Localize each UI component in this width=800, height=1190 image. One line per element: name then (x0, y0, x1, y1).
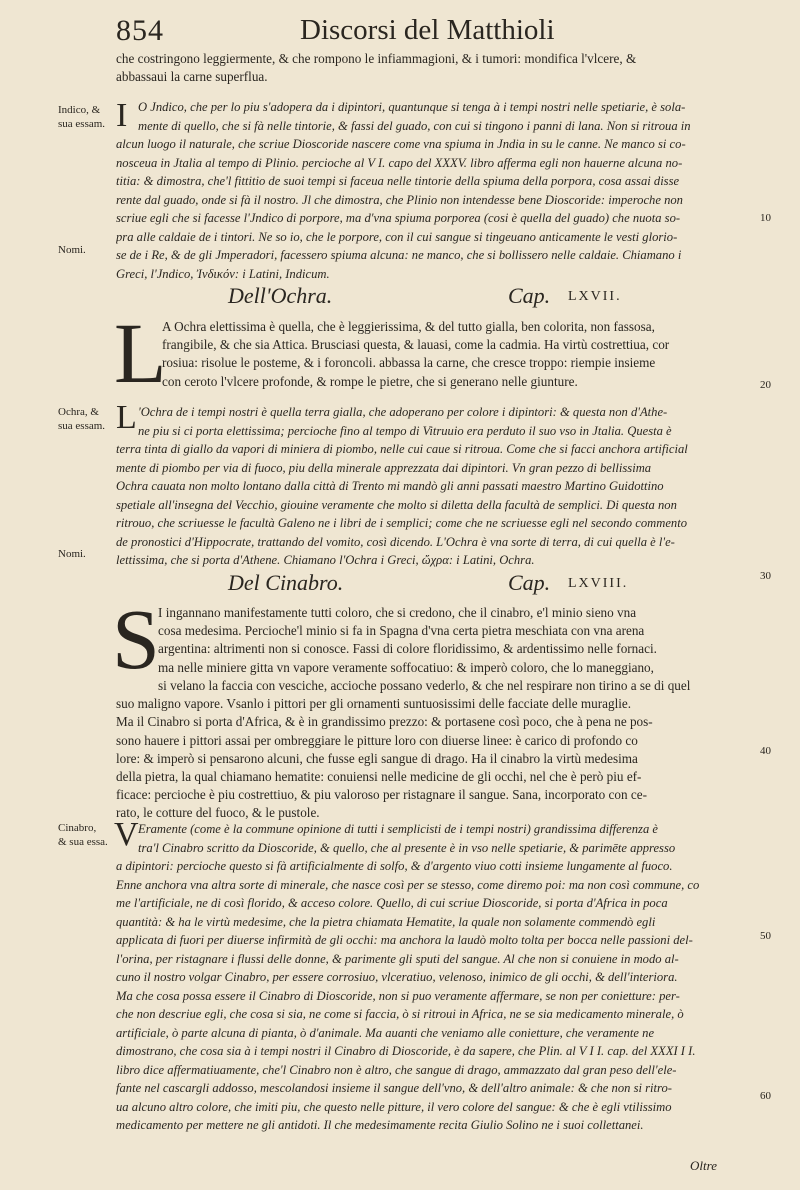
margin-note-ochra: Ochra, & sua essam. (58, 406, 106, 432)
margin-note-nomi: Nomi. (58, 548, 86, 560)
chapter-heading-cinabro (116, 570, 758, 600)
chapter-title: Del Cinabro. (228, 570, 344, 595)
text-line: A Ochra elettissima è quella, che è leggierissima, & del tutto gialla, ben colorita, non fassosa, (162, 319, 655, 334)
text-line: suo maligno vapore. Vsanlo i pittori per gli ornamenti suntuosissimi delle facciate delle muraglie. (116, 696, 632, 712)
text-line: nosceua in Jtalia al tempo di Plinio. percioche al V I. capo del XXXV. libro afferma egli non hauerne alcuna no- (116, 155, 683, 170)
text-line: scriue egli che si facesse l'Jndico di porpore, ma d'vna spiuma porporea (cosi è quella del guado) che nuota so- (116, 211, 681, 225)
text-line: mente di piombo per via di fuoco, piu della minerale apprezzata dai dipintori. Vn gran pezzo di bellissima (116, 460, 652, 475)
text-line: artificiale, ò parte alcuna di pianta, ò d'animale. Ma auanti che veniamo alle conietture, che veramente ne (116, 1025, 655, 1040)
drop-cap-cinabro-discorso: V (114, 816, 139, 853)
text-line: ritrouo, che scriuesse le facultà Galeno ne i libri de i semplici; come che ne scriuesse egli nel secondo commento (116, 516, 688, 530)
text-line: che non descriue egli, che cosa si sia, ne come si faccia, ò si ritroui in Africa, ne se sia medicamento minerale, ò (116, 1007, 684, 1021)
margin-note-cinabro: Cinabro, & sua essa. (58, 822, 108, 848)
text-line: ma nelle miniere gitta vn vapore veramente soffocatiuo: & imperò coloro, che lo maneggiano, (158, 659, 654, 675)
text-line: cosa medesima. Percioche'l minio si fa in Spagna d'vna certa pietra meschiata con vna arena (158, 623, 645, 639)
text-line: della pietra, la qual chiamano hematite: conuiensi nelle medicine de gli occhi, nel che è però piu ef- (116, 768, 642, 784)
chapter-number: LXVIII. (568, 576, 629, 591)
text-line: lettissima, che si porta d'Athene. Chiamano l'Ochra i Greci, ὤχρα: i Latini, Ochra. (116, 553, 535, 567)
text-line: ne piu si ci porta elettissima; percioche fino al tempo di Vitruuio era perduto il suo vso in Jtalia. Questa è (138, 423, 672, 438)
text-line: ua alcuno altro colore, che imiti piu, che questo nelle pitture, il vero colore del sangue: & che è egli vtilissimo (116, 1099, 672, 1114)
drop-cap-indico: I (116, 97, 128, 134)
text-line: I ingannano manifestamente tutti coloro, che si credono, che il cinabro, e'l minio sieno vna (158, 605, 637, 620)
line-number: 10 (760, 212, 771, 224)
cinabro-dioscoride-paragraph (116, 604, 758, 823)
drop-cap-ochra: L (114, 305, 167, 401)
indico-paragraph (116, 98, 758, 283)
text-line: terra tinta di giallo da vapori di miniera di piombo, nelle cui caue si ritroua. Come che si facci anchora artificial (116, 442, 688, 456)
text-line: Eramente (come è la commune opinione di tutti i semplicisti de i tempi nostri) grandissima differenza è (138, 822, 658, 836)
intro-text (116, 50, 758, 86)
text-line: che costringono leggiermente, & che rompono le infiammagioni, & i tumori: mondifica l'vlcere, & (116, 51, 637, 66)
drop-cap-cinabro: S (112, 591, 160, 687)
text-line: dimostrano, che cosa sia à i tempi nostri il Cinabro di Dioscoride, è da sapere, che Plin. al V I I. cap. del XXXI I I. (116, 1044, 696, 1058)
margin-note-nomi: Nomi. (58, 244, 86, 256)
text-line: alcun luogo il naturale, che scriue Dioscoride nascere come vna spiuma in Jndia in su le canne. Ne manco si co- (116, 137, 686, 151)
text-line: abbassaui la carne superflua. (116, 69, 268, 85)
catchword: Oltre (690, 1158, 717, 1173)
text-line: quantità: & ha le virtù medesime, che la pietra chiamata Hematite, la quale non solamente commendò egli (116, 914, 656, 929)
cinabro-discorso-paragraph (114, 816, 758, 1135)
running-title: Discorsi del Matthioli (300, 14, 555, 46)
text-line: Ma il Cinabro si porta d'Africa, & è in grandissimo prezzo: & portasene così poco, che à pena ne pos- (116, 714, 653, 730)
line-number: 20 (760, 379, 771, 391)
line-number: 40 (760, 745, 771, 757)
chapter-heading-ochra (116, 283, 758, 313)
text-line: sono hauere i pittori assai per ombreggiare le pitture loro con diuerse linee: è carico di profondo co (116, 732, 638, 748)
text-line: O Jndico, che per lo piu s'adopera da i dipintori, quantunque si tenga à i tempi nostri nelle spetiarie, è sola- (138, 100, 686, 114)
text-line: titia: & dimostra, che'l fittitio de suoi tempi si faceua nelle tintorie della spiuma della porpora, cosa assai disse (116, 174, 680, 188)
margin-note-indico: Indico, & sua essam. (58, 104, 106, 130)
text-line: Ma che cosa possa essere il Cinabro di Dioscoride, non si puo veramente affermare, se non per conietture: per- (116, 988, 680, 1003)
line-number: 50 (760, 930, 771, 942)
text-line: rente dal guado, onde si fà il nostro. Jl che dimostra, che Plinio non intendesse bene Dioscoride: imperoche non (116, 192, 683, 207)
text-line: pra alle caldaie de i tintori. Ne so io, che le porpore, con il cui sangue si tingeuano anticamente le vesti glorio- (116, 229, 678, 244)
text-line: me l'artificiale, ne di così florido, & acceso colore. Quello, di cui scriue Dioscoride, si porta d'Africa in poca (116, 896, 668, 910)
text-line: rato, le cotture del fuoco, & le pustole. (116, 805, 320, 821)
drop-cap-ochra-discorso: L (116, 399, 137, 436)
text-line: se de i Re, & de gli Jmperadori, facessero spiuma alcuna: ne manco, che si bollissero nelle caldaie. Chiamano i (116, 248, 682, 262)
text-line: mente di quello, che si fà nelle tintorie, & fassi del guado, con cui si tingono i panni di lana. Non si ritroua in (138, 118, 691, 133)
text-line: spetiale all'insegna del Vecchio, giouine veramente che molto si diletta della facultà de semplici. Di questa non (116, 497, 677, 512)
page-number: 854 (116, 14, 164, 47)
text-line: applicata di fuori per diuerse infirmità de gli occhi: ma anchora la laudò molto tolta per bocca nelle passioni del- (116, 933, 693, 947)
text-line: Ochra cauata non molto lontano dalla città di Trento mi mandò gli anni passati maestro Martino Guidottino (116, 479, 664, 493)
line-number: 30 (760, 570, 771, 582)
text-line: a dipintori: percioche questo si fà artificialmente di solfo, & d'argento viuo cotti insieme lungamente al fuoco. (116, 859, 673, 873)
text-line: con ceroto l'vlcere profonde, & rompe le pietre, che si generano nelle giunture. (162, 373, 578, 389)
text-line: Enne anchora vna altra sorte di minerale, che nasce così per se stesso, come diremo poi: ma non così commune, co (116, 877, 700, 892)
text-line: de pronostici d'Hippocrate, trattando del vomito, così dicendo. L'Ochra è vna sorte di terra, di cui quella è l'e- (116, 534, 675, 549)
chapter-cap-label: Cap. (508, 570, 551, 595)
chapter-cap-label: Cap. (508, 283, 551, 308)
text-line: fante nel cascargli addosso, mescolandosi insieme il sangue dell'vno, & dell'altro animale: & che non si ritro- (116, 1081, 672, 1095)
text-line: ficace: percioche è piu costrettiuo, & piu valoroso per ristagnare il sangue. Sana, incorporato con ce- (116, 787, 647, 803)
text-line: medicamento per mettere ne gli antidoti. Il che medesimamente recita Giulio Solino ne i suoi collettanei. (116, 1118, 644, 1132)
text-line: libro dice affermatiuamente, che'l Cinabro non è altro, che sangue di drago, ammazzato dal gran peso dell'ele- (116, 1062, 677, 1077)
ochra-discorso-paragraph (116, 399, 758, 570)
text-line: lore: & imperò si pensarono alcuni, che fusse egli sangue di drago. Ha il cinabro la virtù medesima (116, 750, 638, 766)
ochra-dioscoride-paragraph (162, 318, 758, 391)
text-line: 'Ochra de i tempi nostri è quella terra gialla, che adoperano per colore i dipintori: & questa non d'Athe- (138, 405, 668, 419)
line-number: 60 (760, 1090, 771, 1102)
text-line: frangibile, & che sia Attica. Brusciasi questa, & lauasi, come la cadmia. Ha virtù costrettiua, cor (162, 337, 670, 353)
text-line: cuno il nostro volgar Cinabro, per essere corrosiuo, vlceratiuo, velenoso, inimico de gli occhi, & dell'interiora. (116, 970, 678, 984)
text-line: Greci, l'Jndico, Ἰνδικόν: i Latini, Indicum. (116, 266, 330, 281)
text-line: l'orina, per ristagnare i flussi delle donne, & parimente gli sputi del sangue. Al che non si conuiene in modo al- (116, 951, 679, 966)
text-line: rosiua: risolue le posteme, & i foroncoli. abbassa la carne, che cresce troppo: riempie insieme (162, 355, 656, 371)
text-line: si velano la faccia con vesciche, accioche possano vederlo, & che nel respirare non tirino a se di quel (158, 677, 691, 693)
text-line: tra'l Cinabro scritto da Dioscoride, & quello, che al presente è in vso nelle spetiarie, & parimēte appresso (138, 840, 676, 855)
text-line: argentina: altrimenti non si conosce. Fassi di colore floridissimo, & ardentissimo nelle fornaci. (158, 641, 657, 657)
chapter-number: LXVII. (568, 289, 622, 304)
chapter-title: Dell'Ochra. (228, 283, 333, 308)
